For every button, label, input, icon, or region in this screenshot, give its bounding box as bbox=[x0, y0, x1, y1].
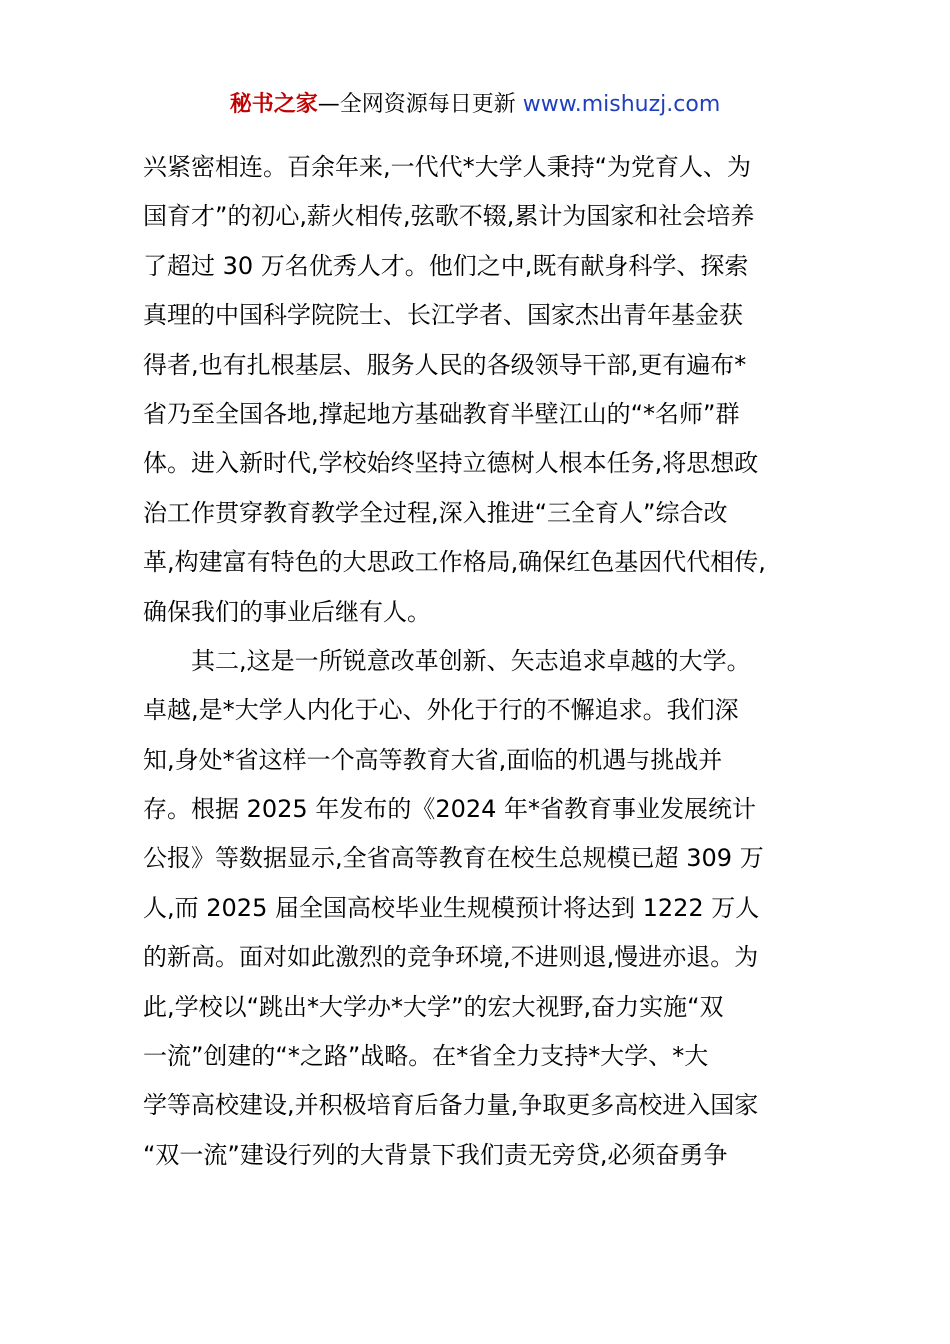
text-line: 兴紧密相连。百余年来,一代代*大学人秉持“为党育人、为 bbox=[143, 153, 752, 181]
text-line: 一流”创建的“*之路”战略。在*省全力支持*大学、*大 bbox=[143, 1042, 709, 1071]
site-url[interactable]: www.mishuzj.com bbox=[522, 92, 721, 117]
text-line: 真理的中国科学院院士、长江学者、国家杰出青年基金获 bbox=[143, 301, 743, 330]
site-brand: 秘书之家 bbox=[229, 92, 318, 117]
document-body bbox=[143, 143, 813, 1180]
text-line: 的新高。面对如此激烈的竞争环境,不进则退,慢进亦退。为 bbox=[143, 943, 759, 972]
text-line: 革,构建富有特色的大思政工作格局,确保红色基因代代相传, bbox=[143, 548, 766, 577]
text-line: 存。根据 2025 年发布的《2024 年*省教育事业发展统计 bbox=[143, 795, 757, 824]
text-line: 学等高校建设,并积极培育后备力量,争取更多高校进入国家 bbox=[143, 1091, 759, 1120]
paragraph-start-line: 其二,这是一所锐意改革创新、矢志追求卓越的大学。 bbox=[191, 646, 751, 675]
text-line: 国育才”的初心,薪火相传,弦歌不辍,累计为国家和社会培养 bbox=[143, 202, 755, 231]
text-line: 知,身处*省这样一个高等教育大省,面临的机遇与挑战并 bbox=[143, 745, 723, 774]
text-line: 人,而 2025 届全国高校毕业生规模预计将达到 1222 万人 bbox=[143, 893, 760, 922]
text-line: 此,学校以“跳出*大学办*大学”的宏大视野,奋力实施“双 bbox=[143, 992, 724, 1021]
text-line: 公报》等数据显示,全省高等教育在校生总规模已超 309 万 bbox=[143, 844, 764, 873]
text-line: 确保我们的事业后继有人。 bbox=[143, 597, 431, 626]
text-line: 体。进入新时代,学校始终坚持立德树人根本任务,将思想政 bbox=[143, 449, 759, 478]
text-line: “双一流”建设行列的大背景下我们责无旁贷,必须奋勇争 bbox=[143, 1140, 728, 1169]
text-line: 了超过 30 万名优秀人才。他们之中,既有献身科学、探索 bbox=[143, 251, 749, 280]
text-line: 治工作贯穿教育教学全过程,深入推进“三全育人”综合改 bbox=[143, 498, 728, 527]
site-header bbox=[0, 88, 950, 122]
site-tagline: —全网资源每日更新 bbox=[317, 92, 523, 117]
text-line: 省乃至全国各地,撑起地方基础教育半壁江山的“*名师”群 bbox=[143, 399, 740, 428]
text-line: 卓越,是*大学人内化于心、外化于行的不懈追求。我们深 bbox=[143, 696, 739, 725]
text-line: 得者,也有扎根基层、服务人民的各级领导干部,更有遍布* bbox=[143, 350, 747, 379]
